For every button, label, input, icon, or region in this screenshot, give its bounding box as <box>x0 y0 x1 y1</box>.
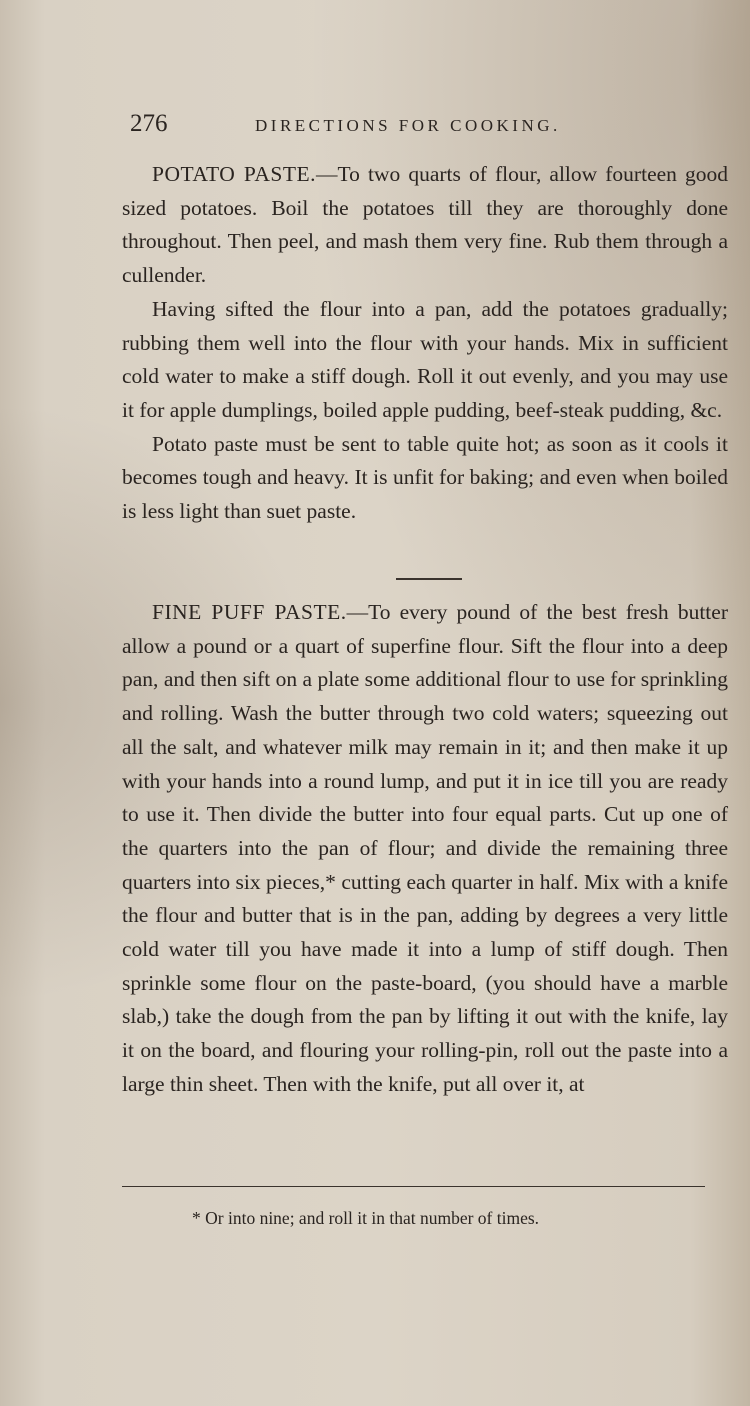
section-title: FINE PUFF PASTE. <box>152 600 347 624</box>
footnote: * Or into nine; and roll it in that number of times. <box>192 1208 540 1228</box>
paragraph-text: —To two quarts of flour, allow fourteen good sized potatoes. Boil the potatoes till they are thoroughly done throughout. Then peel, and mash them very fine. Rub them through a cullender. <box>122 162 729 288</box>
paragraph: Potato paste must be sent to table quite hot; as soon as it cools it becomes tough and heavy. It is unfit for baking; and even when boiled is less light than suet paste. <box>122 431 728 524</box>
paragraph-text: —To every pound of the best fresh butter allow a pound or a quart of superfine flour. Sift the flour into a deep pan, and then sift on a plate some additional flour to use for sprinkling and rolling. Wash the butter through two cold waters; squeezing out all the salt, and whatever milk may remain in it; and then make it up with your hands into a round lump, and put it in ice till you are ready to use it. Then divide the butter into four equal parts. Cut up one of the quarters into the pan of flour; and divide the remaining three quarters into six pieces,* cutting each quarter in half. Mix with a knife the flour and butter that is in the pan, adding by degrees a very little cold water till you have made it into a lump of stiff dough. Then sprinkle some flour on the paste-board, (you should have a marble slab,) take the dough from the pan by lifting it out with the knife, lay it on the board, and flouring your rolling-pin, roll out the paste into a large thin sheet. Then with the knife, put all over it, at <box>122 600 728 1096</box>
paragraph <box>122 158 728 293</box>
section-potato-paste <box>122 158 728 529</box>
page-number: 276 <box>130 110 168 137</box>
paragraph: Having sifted the flour into a pan, add the potatoes gradually; rubbing them well into the flour with your hands. Mix in sufficient cold water to make a stiff dough. Roll it out evenly, and you may use it for apple dumplings, boiled apple pudding, beef-steak pudding, &c. <box>122 296 728 422</box>
section-title: POTATO PASTE. <box>152 162 317 186</box>
section-fine-puff-paste <box>122 596 728 1102</box>
running-head: DIRECTIONS FOR COOKING. <box>255 116 561 135</box>
paragraph <box>122 596 728 1102</box>
footnote-rule <box>122 1186 705 1187</box>
section-divider <box>396 578 462 580</box>
